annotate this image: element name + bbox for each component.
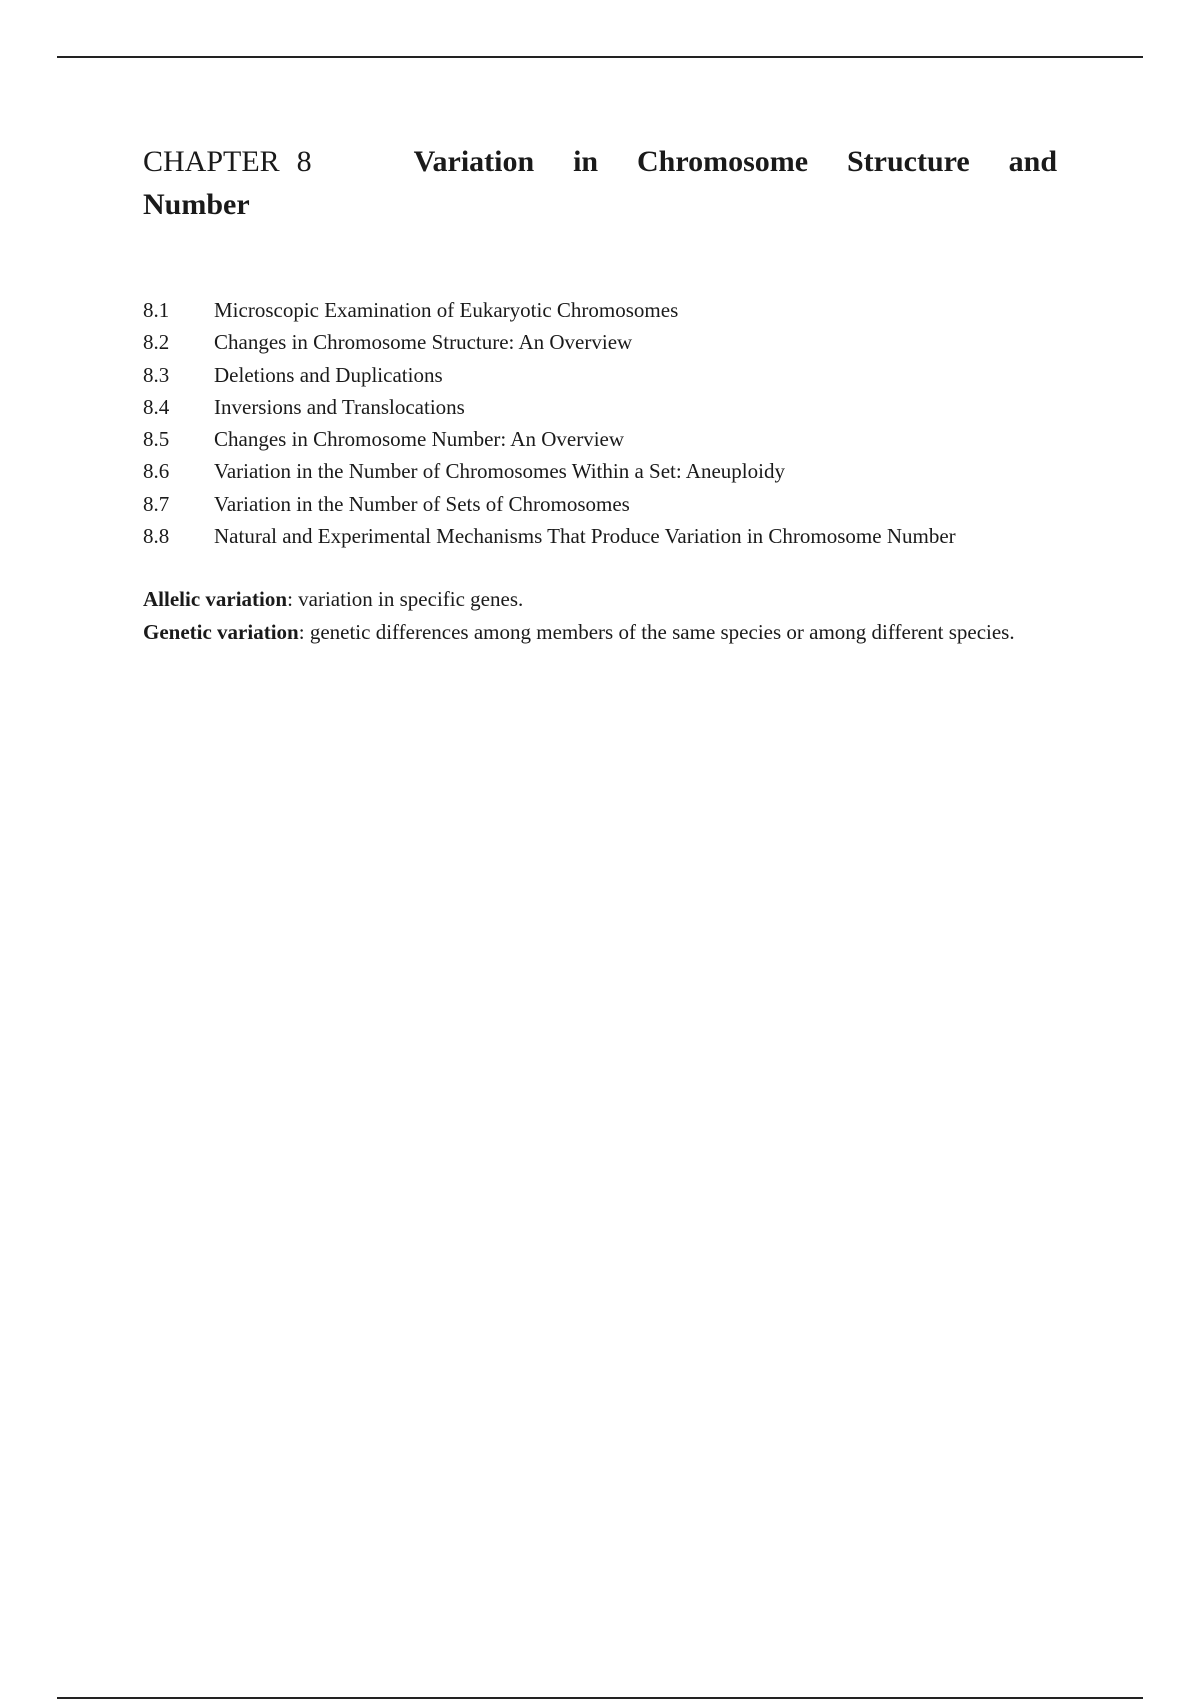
section-number: 8.2 [143, 330, 170, 355]
section-item [143, 359, 1057, 391]
chapter-heading [143, 140, 1057, 226]
definition-separator: : [287, 587, 293, 612]
section-number: 8.6 [143, 459, 170, 484]
section-title: Inversions and Translocations [214, 394, 465, 419]
definition-term: Allelic variation [143, 587, 288, 612]
header-rule [57, 56, 1143, 58]
footer-rule [57, 1697, 1143, 1699]
section-number: 8.8 [143, 524, 170, 549]
definition-separator: : [298, 619, 305, 644]
section-title: Natural and Experimental Mechanisms That Produce Variation in Chromosome Number [214, 524, 956, 549]
page-content [143, 140, 1057, 648]
section-title: Changes in Chromosome Structure: An Overview [214, 330, 633, 355]
definition-genetic-variation [143, 616, 1057, 649]
section-list [143, 294, 1057, 552]
section-number: 8.1 [143, 298, 170, 322]
section-item [143, 423, 1057, 455]
section-number: 8.5 [143, 427, 170, 452]
definition-text: variation in specific genes. [292, 587, 524, 612]
section-number: 8.4 [143, 394, 170, 419]
definition-allelic-variation [143, 583, 1057, 616]
section-title: Deletions and Duplications [214, 362, 443, 387]
section-title: Changes in Chromosome Number: An Overview [214, 427, 625, 452]
definition-text: genetic differences among members of the same species or among different species. [304, 619, 1015, 644]
section-number: 8.3 [143, 362, 170, 387]
section-item [143, 455, 1057, 487]
definitions [143, 583, 1057, 648]
section-item [143, 488, 1057, 520]
section-title: Variation in the Number of Sets of Chromosomes [214, 491, 630, 516]
section-item [143, 326, 1057, 358]
definition-term: Genetic variation [143, 619, 299, 644]
section-item [143, 294, 1057, 326]
section-item [143, 520, 1057, 552]
section-number: 8.7 [143, 491, 170, 516]
chapter-label: CHAPTER 8 [143, 145, 312, 178]
section-title: Microscopic Examination of Eukaryotic Chromosomes [214, 298, 679, 322]
section-title: Variation in the Number of Chromosomes Within a Set: Aneuploidy [214, 459, 785, 484]
section-item [143, 391, 1057, 423]
chapter-title: Variation in Chromosome Structure and Number [143, 145, 1058, 221]
